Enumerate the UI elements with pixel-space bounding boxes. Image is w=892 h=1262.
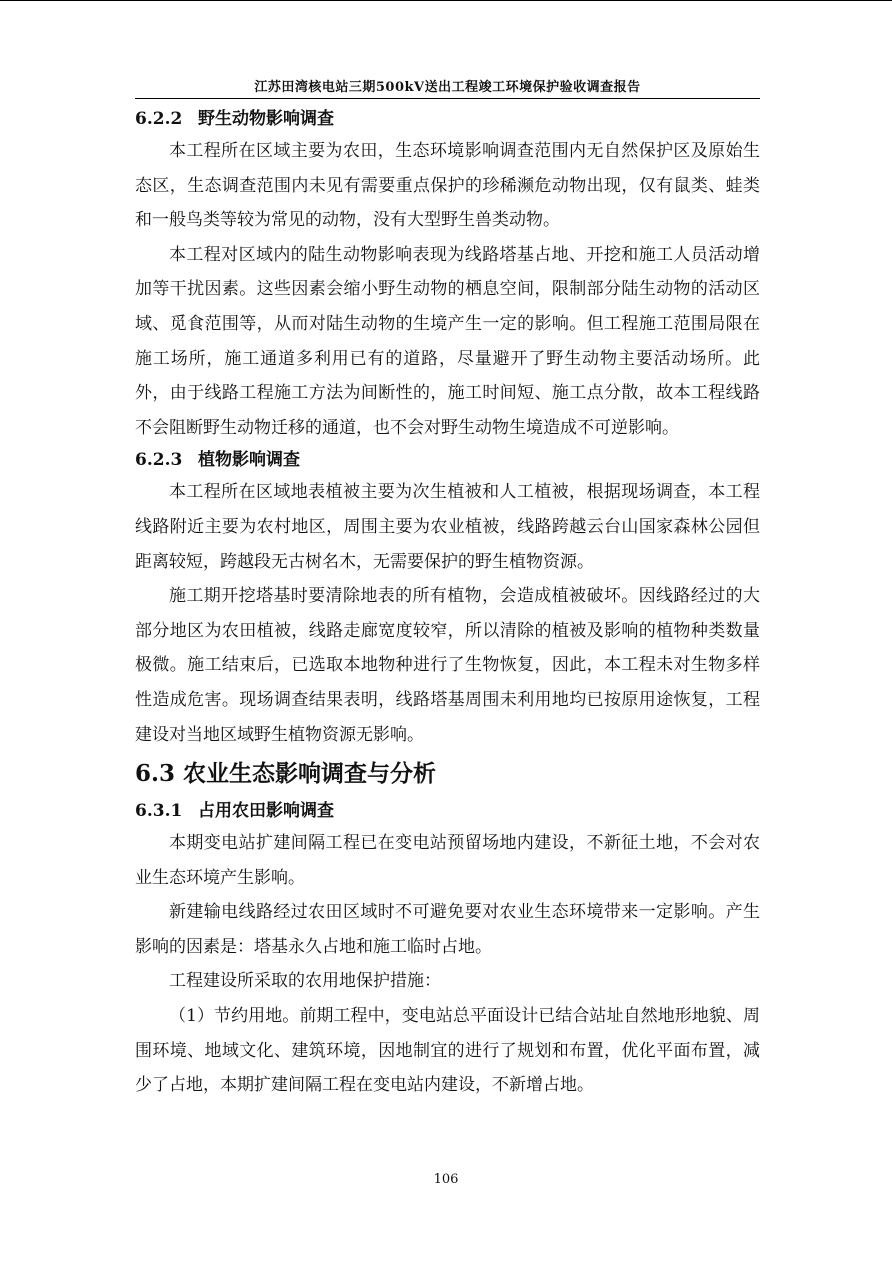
paragraph: 新建输电线路经过农田区域时不可避免要对农业生态环境带来一定影响。产生影响的因素是：塔基永久占地和施工临时占地。 <box>135 902 760 957</box>
section-heading-6-3-1 <box>135 796 760 826</box>
page-number: 106 <box>433 1172 459 1187</box>
section-title: 植物影响调查 <box>198 450 300 471</box>
page-top-border <box>0 0 892 1</box>
paragraph: （1）节约用地。前期工程中，变电站总平面设计已结合站址自然地形地貌、周围环境、地域文化、建筑环境，因地制宜的进行了规划和布置，优化平面布置，减少了占地，本期扩建间隔工程在变电站内建设，不新增占地。 <box>135 1006 760 1096</box>
section-number: 6.3 <box>135 760 176 788</box>
paragraph: 工程建设所采取的农用地保护措施： <box>169 971 441 992</box>
paragraph: 本工程对区域内的陆生动物影响表现为线路塔基占地、开挖和施工人员活动增加等干扰因素。这些因素会缩小野生动物的栖息空间，限制部分陆生动物的活动区域、觅食范围等，从而对陆生动物的生境产生一定的影响。但工程施工范围局限在施工场所，施工通道多利用已有的道路，尽量避开了野生动物主要活动场所。此外，由于线路工程施工方法为间断性的，施工时间短、施工点分散，故本工程线路不会阻断野生动物迁移的通道，也不会对野生动物生境造成不可逆影响。 <box>135 244 760 438</box>
paragraph: 本期变电站扩建间隔工程已在变电站预留场地内建设，不新征土地，不会对农业生态环境产生影响。 <box>135 833 760 888</box>
paragraph: 本工程所在区域主要为农田，生态环境影响调查范围内无自然保护区及原始生态区，生态调查范围内未见有需要重点保护的珍稀濒危动物出现，仅有鼠类、蛙类和一般鸟类等较为常见的动物，没有大型野生兽类动物。 <box>135 141 760 231</box>
section-title: 野生动物影响调查 <box>198 109 334 129</box>
page-content <box>135 104 760 1103</box>
section-heading-6-2-3 <box>135 445 760 475</box>
section-number: 6.2.2 <box>135 109 183 129</box>
section-number: 6.2.3 <box>135 450 183 471</box>
paragraph: 施工期开挖塔基时要清除地表的所有植物，会造成植被破坏。因线路经过的大部分地区为农田植被，线路走廊宽度较窄，所以清除的植被及影响的植物种类数量极微。施工结束后，已选取本地物种进行了生物恢复，因此，本工程未对生物多样性造成危害。现场调查结果表明，线路塔基周围未利用地均已按原用途恢复，工程建设对当地区域野生植物资源无影响。 <box>135 586 760 745</box>
header-rule <box>135 98 760 99</box>
running-header: 江苏田湾核电站三期500kV送出工程竣工环境保护验收调查报告 <box>254 80 641 95</box>
section-title: 占用农田影响调查 <box>198 801 334 822</box>
section-heading-6-2-2 <box>135 104 760 134</box>
section-heading-6-3 <box>135 752 760 796</box>
section-number: 6.3.1 <box>135 801 183 822</box>
paragraph: 本工程所在区域地表植被主要为次生植被和人工植被，根据现场调查，本工程线路附近主要为农村地区，周围主要为农业植被，线路跨越云台山国家森林公园但距离较短，跨越段无古树名木，无需要保护的野生植物资源。 <box>135 482 760 572</box>
section-title: 农业生态影响调查与分析 <box>183 760 437 788</box>
